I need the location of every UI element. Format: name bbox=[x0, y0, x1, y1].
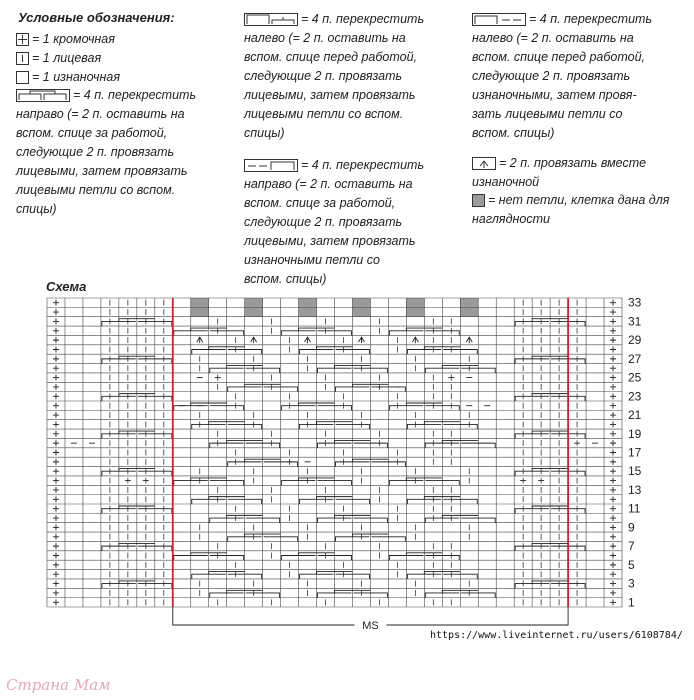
edge-stitch-mark bbox=[610, 450, 616, 456]
edge-stitch-mark bbox=[53, 300, 59, 306]
edge-stitch-mark bbox=[53, 356, 59, 362]
edge-stitch-mark bbox=[53, 487, 59, 493]
edge-stitch-mark bbox=[53, 478, 59, 484]
legend-item-cable-left-purl: = 4 п. перекрестить налево (= 2 п. оставить на вспом. спице перед работой, следующие 2 п. провязать изнаночными, затем провя- зать лицевыми петли со вспом. спицы) bbox=[472, 12, 653, 140]
edge-stitch-mark bbox=[53, 431, 59, 437]
edge-stitch-mark bbox=[610, 440, 616, 446]
purl-two-together-mark bbox=[358, 337, 364, 343]
edge-stitch-mark bbox=[610, 309, 616, 315]
edge-stitch-mark bbox=[610, 506, 616, 512]
row-number-label: 25 bbox=[628, 370, 642, 385]
edge-stitch-mark bbox=[53, 468, 59, 474]
edge-stitch-mark bbox=[53, 496, 59, 502]
cable-right-purl-icon bbox=[244, 159, 298, 172]
legend-item-cable-right-knit: = 4 п. перекрестить направо (= 2 п. оставить на вспом. спице за работой, следующие 2 п. провязать лицевыми, затем провязать лицевыми петли со вспом. спицы) bbox=[16, 88, 197, 216]
knit-stitch-icon bbox=[16, 52, 29, 65]
edge-stitch-mark bbox=[53, 571, 59, 577]
purl-two-together-mark bbox=[197, 337, 203, 343]
edge-stitch-mark bbox=[53, 365, 59, 371]
edge-stitch-mark bbox=[53, 403, 59, 409]
edge-stitch-mark bbox=[610, 318, 616, 324]
edge-stitch-mark bbox=[53, 534, 59, 540]
edge-stitch-mark bbox=[53, 309, 59, 315]
edge-stitch-mark bbox=[610, 431, 616, 437]
cable-right-knit-icon bbox=[16, 89, 70, 102]
legend-item-edge: = 1 кромочная bbox=[16, 30, 115, 49]
cable-left-knit-icon bbox=[244, 13, 298, 26]
edge-stitch-mark bbox=[53, 440, 59, 446]
edge-stitch-mark bbox=[610, 487, 616, 493]
edge-stitch-mark bbox=[53, 412, 59, 418]
edge-stitch-mark bbox=[53, 515, 59, 521]
edge-stitch-mark bbox=[53, 375, 59, 381]
edge-stitch-mark bbox=[53, 553, 59, 559]
row-number-label: 29 bbox=[628, 333, 642, 348]
row-number-label: 31 bbox=[628, 314, 642, 329]
source-url: https://www.liveinternet.ru/users/6108784/ bbox=[430, 630, 683, 641]
edge-stitch-mark bbox=[53, 562, 59, 568]
edge-stitch-mark bbox=[610, 553, 616, 559]
edge-stitch-mark bbox=[610, 403, 616, 409]
edge-stitch-mark bbox=[610, 365, 616, 371]
edge-stitch-mark bbox=[53, 581, 59, 587]
edge-stitch-mark bbox=[610, 421, 616, 427]
row-number-label: 7 bbox=[628, 539, 635, 554]
legend-item-cable-right-purl: = 4 п. перекрестить направо (= 2 п. оставить на вспом. спице за работой, следующие 2 п. провязать лицевыми, затем провязать изнаночными петли со вспом. спицы) bbox=[244, 158, 425, 286]
edge-stitch-mark bbox=[53, 384, 59, 390]
purl-two-together-mark bbox=[305, 337, 311, 343]
edge-stitch-mark bbox=[53, 318, 59, 324]
purl-two-together-mark bbox=[466, 337, 472, 343]
row-number-label: 17 bbox=[628, 445, 642, 460]
row-number-label: 5 bbox=[628, 557, 635, 572]
row-number-label: 15 bbox=[628, 464, 642, 479]
edge-stitch-mark bbox=[610, 356, 616, 362]
purl-two-together-mark bbox=[412, 337, 418, 343]
edge-stitch-mark bbox=[610, 412, 616, 418]
edge-stitch-mark bbox=[53, 599, 59, 605]
edge-stitch-mark bbox=[610, 590, 616, 596]
edge-stitch-mark bbox=[53, 590, 59, 596]
edge-stitch-mark bbox=[53, 328, 59, 334]
edge-stitch-mark bbox=[610, 337, 616, 343]
edge-stitch-mark bbox=[610, 468, 616, 474]
legend-item-no-stitch: = нет петли, клетка дана для наглядности bbox=[472, 193, 670, 226]
edge-stitch-mark bbox=[610, 581, 616, 587]
edge-stitch-mark bbox=[53, 543, 59, 549]
schema-title: Схема bbox=[46, 279, 87, 294]
edge-stitch-mark bbox=[610, 478, 616, 484]
edge-stitch-mark bbox=[53, 337, 59, 343]
row-number-label: 9 bbox=[628, 520, 635, 535]
edge-stitch-mark bbox=[610, 300, 616, 306]
row-number-label: 23 bbox=[628, 389, 642, 404]
edge-stitch-mark bbox=[610, 534, 616, 540]
edge-stitch-mark bbox=[53, 506, 59, 512]
edge-stitch-mark bbox=[53, 347, 59, 353]
repeat-label: MS bbox=[362, 620, 379, 632]
purl-two-together-mark bbox=[251, 337, 257, 343]
edge-stitch-mark bbox=[610, 571, 616, 577]
purl-stitch-icon bbox=[16, 71, 29, 84]
row-number-label: 3 bbox=[628, 576, 635, 591]
edge-stitch-mark bbox=[610, 347, 616, 353]
row-number-label: 27 bbox=[628, 351, 642, 366]
edge-stitch-mark bbox=[53, 459, 59, 465]
legend-item-cable-left-knit: = 4 п. перекрестить налево (= 2 п. оставить на вспом. спице перед работой, следующие 2 п. провязать лицевыми, затем провязать лицевыми петли со вспом. спицы) bbox=[244, 12, 425, 140]
edge-stitch-mark bbox=[610, 393, 616, 399]
edge-stitch-mark bbox=[610, 375, 616, 381]
edge-stitch-mark bbox=[610, 496, 616, 502]
edge-stitch-mark bbox=[53, 450, 59, 456]
legend-title: Условные обозначения: bbox=[18, 10, 175, 25]
edge-stitch-mark bbox=[610, 384, 616, 390]
legend-item-p2tog: = 2 п. провязать вместе изнаночной bbox=[472, 156, 647, 189]
edge-stitch-mark bbox=[610, 599, 616, 605]
edge-stitch-mark bbox=[610, 328, 616, 334]
row-number-label: 11 bbox=[628, 501, 641, 516]
legend-item-purl: = 1 изнаночная bbox=[16, 68, 120, 87]
edge-stitch-mark bbox=[610, 543, 616, 549]
edge-stitch-mark bbox=[610, 524, 616, 530]
edge-stitch-mark bbox=[610, 459, 616, 465]
row-number-label: 21 bbox=[628, 408, 642, 423]
edge-stitch-mark bbox=[53, 421, 59, 427]
no-stitch-icon bbox=[472, 194, 485, 207]
edge-stitch-mark bbox=[53, 393, 59, 399]
cable-left-purl-icon bbox=[472, 13, 526, 26]
edge-stitch-mark bbox=[53, 524, 59, 530]
edge-stitch-mark bbox=[610, 515, 616, 521]
edge-stitch-mark bbox=[610, 562, 616, 568]
row-number-label: 33 bbox=[628, 295, 642, 310]
row-number-label: 19 bbox=[628, 426, 642, 441]
row-number-label: 1 bbox=[628, 595, 635, 610]
legend-item-knit: = 1 лицевая bbox=[16, 49, 101, 68]
row-number-label: 13 bbox=[628, 482, 642, 497]
watermark: Страна Мам bbox=[6, 676, 111, 694]
edge-stitch-icon bbox=[16, 33, 29, 46]
purl-two-together-icon bbox=[472, 157, 496, 170]
